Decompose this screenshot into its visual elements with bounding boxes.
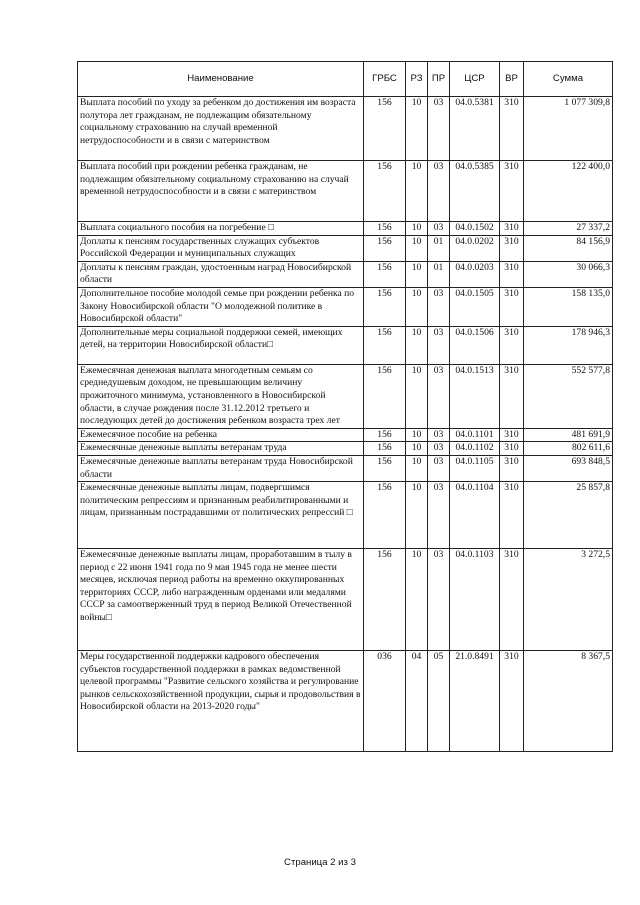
row-vr: 310	[500, 482, 524, 549]
row-csr: 04.0.1101	[450, 428, 500, 442]
row-csr: 04.0.5385	[450, 161, 500, 222]
table-row	[78, 482, 613, 549]
row-pr: 03	[428, 549, 450, 651]
row-name: Ежемесячные денежные выплаты лицам, подвергшимся политическим репрессиям и признанным реабилитированными и лицам, признанным пострадавшими от политических репрессий □	[78, 482, 364, 549]
row-vr: 310	[500, 364, 524, 428]
row-sum: 158 135,0	[524, 287, 613, 326]
header-csr: ЦСР	[450, 62, 500, 97]
row-vr: 310	[500, 222, 524, 236]
row-name: Ежемесячные денежные выплаты ветеранам труда Новосибирской области	[78, 455, 364, 481]
row-name: Ежемесячные денежные выплаты ветеранам труда	[78, 442, 364, 456]
row-pr: 05	[428, 651, 450, 752]
row-vr: 310	[500, 287, 524, 326]
row-csr: 04.0.1502	[450, 222, 500, 236]
row-rz: 04	[406, 651, 428, 752]
table-row	[78, 364, 613, 428]
row-sum: 8 367,5	[524, 651, 613, 752]
row-sum: 481 691,9	[524, 428, 613, 442]
row-rz: 10	[406, 161, 428, 222]
row-pr: 03	[428, 442, 450, 456]
row-rz: 10	[406, 97, 428, 161]
row-vr: 310	[500, 97, 524, 161]
table-row	[78, 235, 613, 261]
table-row	[78, 651, 613, 752]
row-csr: 04.0.0202	[450, 235, 500, 261]
page-number: Страница 2 из 3	[284, 857, 356, 868]
row-vr: 310	[500, 235, 524, 261]
row-grbs: 156	[364, 235, 406, 261]
row-sum: 25 857,8	[524, 482, 613, 549]
table-header-row	[78, 62, 613, 97]
row-grbs: 156	[364, 222, 406, 236]
row-grbs: 156	[364, 97, 406, 161]
row-grbs: 156	[364, 261, 406, 287]
row-grbs: 156	[364, 287, 406, 326]
row-sum: 122 400,0	[524, 161, 613, 222]
row-vr: 310	[500, 428, 524, 442]
row-grbs: 156	[364, 326, 406, 364]
row-rz: 10	[406, 428, 428, 442]
row-sum: 693 848,5	[524, 455, 613, 481]
row-vr: 310	[500, 549, 524, 651]
row-rz: 10	[406, 222, 428, 236]
row-csr: 04.0.5381	[450, 97, 500, 161]
row-name: Выплата пособий по уходу за ребенком до достижения им возраста полутора лет гражданам, не подлежащим обязательному социальному страхованию на случай временной нетрудоспособности и в связи с материнством	[78, 97, 364, 161]
row-grbs: 156	[364, 549, 406, 651]
row-grbs: 156	[364, 428, 406, 442]
header-vr: ВР	[500, 62, 524, 97]
row-name: Выплата социального пособия на погребение □	[78, 222, 364, 236]
row-grbs: 156	[364, 161, 406, 222]
table-row	[78, 97, 613, 161]
row-pr: 03	[428, 428, 450, 442]
row-sum: 30 066,3	[524, 261, 613, 287]
row-grbs: 156	[364, 482, 406, 549]
table-row	[78, 428, 613, 442]
row-pr: 03	[428, 482, 450, 549]
row-pr: 03	[428, 364, 450, 428]
row-vr: 310	[500, 161, 524, 222]
row-csr: 04.0.1513	[450, 364, 500, 428]
row-vr: 310	[500, 326, 524, 364]
header-sum: Сумма	[524, 62, 613, 97]
row-rz: 10	[406, 261, 428, 287]
row-name: Ежемесячная денежная выплата многодетным семьям со среднедушевым доходом, не превышающим величину прожиточного минимума, установленного в Новосибирской области, в случае рождения после 31.12.2012 третьего и последующих детей до достижения ребенком возраста трех лет	[78, 364, 364, 428]
table-row	[78, 161, 613, 222]
row-csr: 21.0.8491	[450, 651, 500, 752]
row-sum: 27 337,2	[524, 222, 613, 236]
row-rz: 10	[406, 287, 428, 326]
row-name: Дополнительные меры социальной поддержки семей, имеющих детей, на территории Новосибирской области□	[78, 326, 364, 364]
row-rz: 10	[406, 482, 428, 549]
row-vr: 310	[500, 455, 524, 481]
table-row	[78, 222, 613, 236]
header-rz: РЗ	[406, 62, 428, 97]
row-csr: 04.0.1105	[450, 455, 500, 481]
row-rz: 10	[406, 326, 428, 364]
row-csr: 04.0.1104	[450, 482, 500, 549]
header-pr: ПР	[428, 62, 450, 97]
row-rz: 10	[406, 549, 428, 651]
row-name: Доплаты к пенсиям государственных служащих субъектов Российской Федерации и муниципальных служащих	[78, 235, 364, 261]
row-name: Выплата пособий при рождении ребенка гражданам, не подлежащим обязательному социальному страхованию на случай временной нетрудоспособности и в связи с материнством	[78, 161, 364, 222]
row-pr: 03	[428, 222, 450, 236]
row-name: Доплаты к пенсиям граждан, удостоенным наград Новосибирской области	[78, 261, 364, 287]
row-grbs: 156	[364, 442, 406, 456]
row-csr: 04.0.1506	[450, 326, 500, 364]
table-row	[78, 549, 613, 651]
table-row	[78, 442, 613, 456]
row-grbs: 156	[364, 455, 406, 481]
row-vr: 310	[500, 442, 524, 456]
row-pr: 03	[428, 287, 450, 326]
row-pr: 01	[428, 261, 450, 287]
row-pr: 03	[428, 161, 450, 222]
row-pr: 01	[428, 235, 450, 261]
row-rz: 10	[406, 442, 428, 456]
row-rz: 10	[406, 364, 428, 428]
row-sum: 84 156,9	[524, 235, 613, 261]
table-row	[78, 261, 613, 287]
table-row	[78, 455, 613, 481]
row-rz: 10	[406, 235, 428, 261]
header-grbs: ГРБС	[364, 62, 406, 97]
table-row	[78, 326, 613, 364]
row-csr: 04.0.1103	[450, 549, 500, 651]
row-rz: 10	[406, 455, 428, 481]
row-pr: 03	[428, 97, 450, 161]
row-sum: 802 611,6	[524, 442, 613, 456]
row-pr: 03	[428, 455, 450, 481]
row-sum: 552 577,8	[524, 364, 613, 428]
row-sum: 3 272,5	[524, 549, 613, 651]
table-row	[78, 287, 613, 326]
row-name: Ежемесячные денежные выплаты лицам, проработавшим в тылу в период с 22 июня 1941 года по 9 мая 1945 года не менее шести месяцев, исключая период работы на временно оккупированных территориях СССР, либо награжденным орденами или медалями СССР за самоотверженный труд в период Великой Отечественной войны□	[78, 549, 364, 651]
header-name: Наименование	[78, 62, 364, 97]
row-sum: 1 077 309,8	[524, 97, 613, 161]
row-name: Дополнительное пособие молодой семье при рождении ребенка по Закону Новосибирской области "О молодежной политике в Новосибирской области"	[78, 287, 364, 326]
row-vr: 310	[500, 261, 524, 287]
row-name: Меры государственной поддержки кадрового обеспечения субъектов государственной поддержки в рамках ведомственной целевой программы "Развитие сельского хозяйства и регулирование рынков сельскохозяйственной продукции, сырья и продовольствия в Новосибирской области на 2013-2020 годы"	[78, 651, 364, 752]
row-sum: 178 946,3	[524, 326, 613, 364]
row-pr: 03	[428, 326, 450, 364]
budget-table	[77, 61, 613, 752]
row-vr: 310	[500, 651, 524, 752]
row-csr: 04.0.0203	[450, 261, 500, 287]
row-grbs: 156	[364, 364, 406, 428]
row-csr: 04.0.1102	[450, 442, 500, 456]
row-csr: 04.0.1505	[450, 287, 500, 326]
row-grbs: 036	[364, 651, 406, 752]
row-name: Ежемесячное пособие на ребенка	[78, 428, 364, 442]
